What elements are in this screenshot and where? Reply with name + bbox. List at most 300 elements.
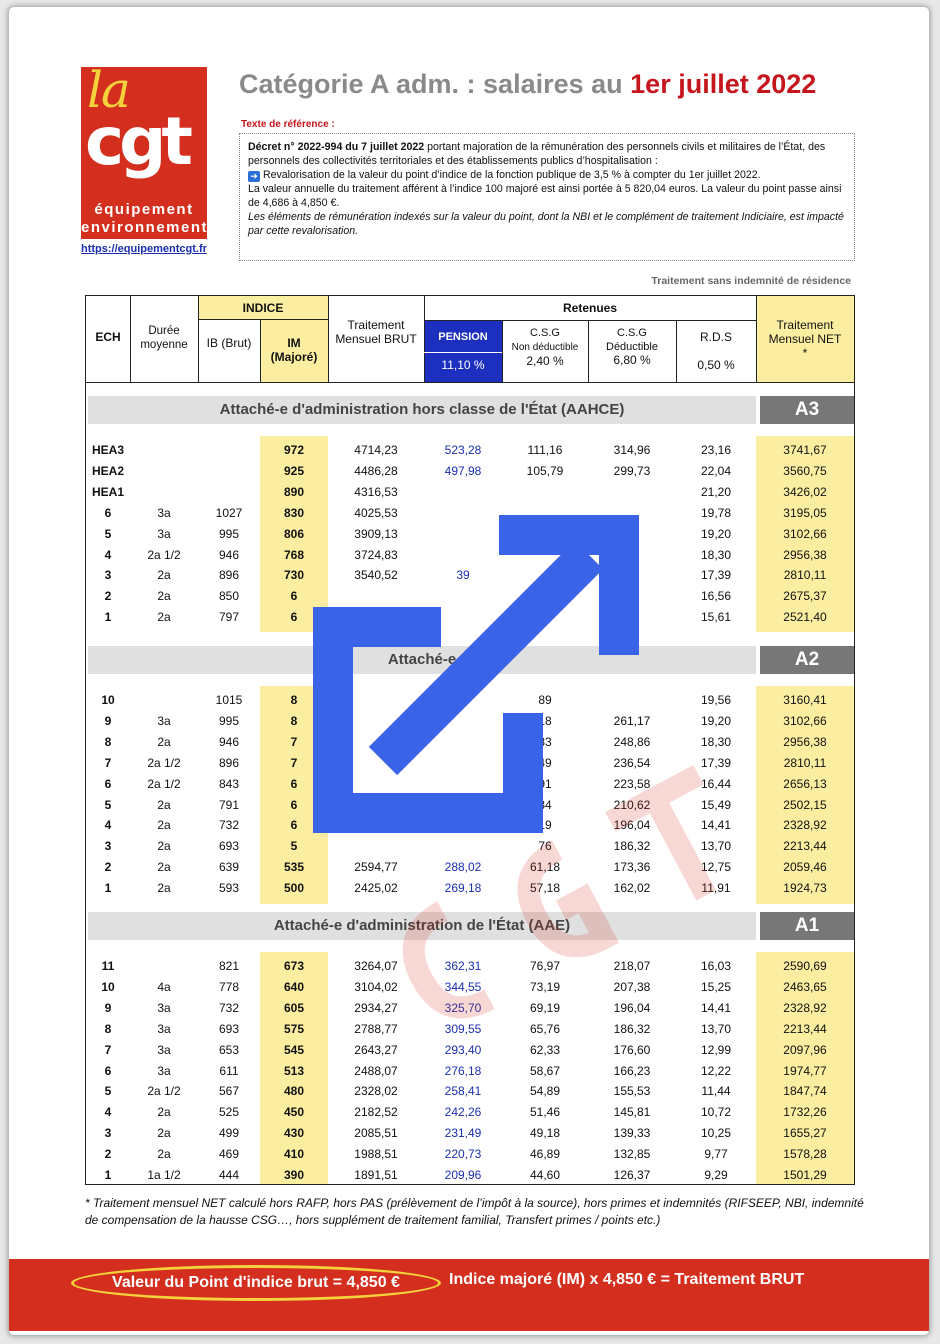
cell-rd: 13,70	[700, 1021, 732, 1036]
cell-dur: 3a	[157, 1000, 171, 1015]
cell-dur: 2a	[157, 568, 171, 583]
cell-net: 2213,44	[783, 839, 827, 854]
cell-ib: 499	[218, 1126, 240, 1141]
cell-ech: 6	[104, 1063, 112, 1078]
cell-br: 4714,23	[354, 443, 398, 457]
cell-rd: 12,75	[700, 860, 732, 875]
table-row	[86, 753, 854, 774]
table-row	[86, 482, 854, 503]
cell-ib: 896	[218, 755, 240, 770]
cell-pe: 231,49	[444, 1126, 482, 1141]
cell-im: 513	[283, 1063, 305, 1078]
cell-cd: 162,02	[613, 881, 651, 896]
cell-cd: 236,54	[613, 755, 651, 770]
cell-ib: 693	[218, 839, 240, 854]
arrow-right-icon: ➜	[248, 171, 260, 182]
table-row	[86, 732, 854, 753]
cell-ib: 593	[218, 881, 240, 896]
table-row	[86, 461, 854, 482]
table-row	[86, 503, 854, 524]
cell-net: 2463,65	[783, 979, 827, 994]
cell-im: 575	[283, 1021, 305, 1036]
header-rds: R.D.S	[699, 330, 732, 344]
header-retenues: Retenues	[562, 301, 618, 315]
point-value-label: Valeur du Point d'indice brut = 4,850 €	[112, 1274, 400, 1291]
cell-rd: 17,39	[700, 755, 732, 770]
cell-dur: 3a	[157, 526, 171, 541]
table-row	[86, 1081, 854, 1102]
cell-cn: 105,79	[526, 463, 564, 478]
cell-cn: 19	[538, 818, 552, 833]
cell-cn: 49	[538, 755, 552, 770]
table-row	[86, 1040, 854, 1061]
cell-br: 2182,52	[354, 1105, 398, 1120]
cell-ech: 7	[104, 755, 112, 770]
table-row	[86, 1061, 854, 1082]
cell-cd: 223,58	[613, 776, 651, 791]
cell-cd: 173,36	[613, 860, 651, 875]
header-im: IM (Majoré)	[270, 336, 318, 364]
header-indice: INDICE	[242, 301, 284, 315]
cell-br: 2934,27	[354, 1000, 398, 1015]
cell-rd: 14,41	[700, 1000, 732, 1015]
header-pension-rate: 11,10 %	[441, 358, 485, 372]
cell-rd: 14,41	[700, 818, 732, 833]
cell-im: 6	[290, 797, 298, 812]
cell-ib: 1027	[215, 505, 243, 520]
cell-cd: 196,04	[613, 818, 651, 833]
cell-cd: 207,38	[613, 979, 651, 994]
cell-net: 3560,75	[783, 463, 827, 478]
cell-net: 2328,92	[783, 1000, 827, 1015]
cell-net: 3426,02	[783, 484, 827, 499]
cell-rd: 19,78	[700, 505, 732, 520]
section-badge: A2	[760, 646, 854, 674]
cell-dur: 3a	[157, 1042, 171, 1057]
table-row	[86, 795, 854, 816]
cell-net: 2521,40	[783, 610, 827, 625]
cgt-logo	[81, 61, 209, 239]
cell-net: 1655,27	[783, 1126, 827, 1141]
cell-dur: 2a	[157, 610, 171, 625]
cell-ech: 4	[104, 547, 112, 562]
cell-im: 410	[283, 1147, 305, 1162]
cell-im: 925	[283, 463, 305, 478]
cell-net: 1924,73	[783, 881, 827, 896]
table-row	[86, 1123, 854, 1144]
cell-net: 1578,28	[783, 1147, 827, 1162]
cell-im: 6	[290, 589, 298, 604]
cell-rd: 22,04	[700, 463, 732, 478]
cell-im: 5	[290, 839, 298, 854]
cell-ib: 567	[218, 1084, 240, 1099]
table-row	[86, 1165, 854, 1186]
cell-net: 3160,41	[783, 693, 827, 707]
point-value-text: La valeur annuelle du traitement afférent à l’indice 100 majoré est ainsi portée à 5 820,04 euros. La valeur du point passe ainsi de 4,686 à 4,850 €.	[248, 183, 842, 209]
cell-rd: 23,16	[700, 443, 732, 457]
cell-br: 3264,07	[354, 959, 398, 973]
cell-dur: 2a	[157, 839, 171, 854]
cell-cd: 176,60	[613, 1042, 651, 1057]
table-row	[86, 977, 854, 998]
cell-dur: 2a 1/2	[147, 547, 181, 562]
table-row	[86, 545, 854, 566]
header-csg-nd-sub: Non déductible	[511, 342, 579, 353]
header-csg-nd: C.S.G	[530, 327, 560, 339]
table-row	[86, 690, 854, 711]
cell-pe: 362,31	[444, 959, 482, 973]
cell-br: 2425,02	[354, 881, 398, 896]
cell-br: 1988,51	[354, 1147, 398, 1162]
cell-rd: 15,49	[700, 797, 732, 812]
cell-dur: 4a	[157, 979, 171, 994]
table-row	[86, 857, 854, 878]
table-row	[86, 440, 854, 461]
cell-rd: 18,30	[700, 734, 732, 749]
cell-pe: 288,02	[444, 860, 482, 875]
cell-ech: 2	[104, 589, 112, 604]
cell-cd: 145,81	[613, 1105, 651, 1120]
cell-ech: 5	[104, 526, 112, 541]
page-title	[239, 69, 816, 100]
table-row	[86, 815, 854, 836]
cell-br: 4316,53	[354, 484, 398, 499]
table-row	[86, 586, 854, 607]
cell-rd: 10,72	[700, 1105, 732, 1120]
cell-net: 2213,44	[783, 1021, 827, 1036]
cell-cn: 51,46	[529, 1105, 561, 1120]
cell-net: 2502,15	[783, 797, 827, 812]
cell-cd: 186,32	[613, 1021, 651, 1036]
cell-dur: 2a	[157, 818, 171, 833]
cell-ib: 995	[218, 713, 240, 728]
cell-ech: 1	[104, 610, 112, 625]
cell-im: 806	[283, 526, 305, 541]
section-title: Attaché-e d'administration hors classe de l'État (AAHCE)	[88, 396, 756, 424]
cell-cd: 299,73	[613, 463, 651, 478]
cell-cn: 91	[538, 776, 552, 791]
table-row	[86, 878, 854, 899]
cell-im: 730	[283, 568, 305, 583]
cell-cn: 83	[538, 734, 552, 749]
cell-net: 3102,66	[783, 526, 827, 541]
cell-ib: 611	[219, 1063, 239, 1078]
cell-cd: 196,04	[613, 1000, 651, 1015]
cell-im: 390	[283, 1168, 305, 1182]
cell-rd: 15,25	[700, 979, 732, 994]
logo-line-equipement: équipement	[94, 201, 194, 218]
table-row	[86, 565, 854, 586]
cell-cd: 248,86	[613, 734, 651, 749]
cell-pe: 344,55	[444, 979, 482, 994]
cell-net: 2590,69	[783, 959, 827, 973]
point-value-oval	[71, 1265, 441, 1301]
cell-im: 673	[283, 959, 305, 973]
cell-net: 2656,13	[783, 776, 827, 791]
cell-dur: 2a	[157, 589, 171, 604]
section-badge: A1	[760, 912, 854, 940]
header-ib: IB (Brut)	[206, 336, 252, 350]
cell-ech: 10	[101, 693, 115, 707]
cell-im: 830	[283, 505, 305, 520]
cell-cd: 139,33	[613, 1126, 651, 1141]
cell-br: 3104,02	[354, 979, 398, 994]
cell-cd: 155,53	[613, 1084, 651, 1099]
cell-ech: 8	[104, 734, 112, 749]
cell-net: 1847,74	[783, 1084, 827, 1099]
table-row	[86, 1102, 854, 1123]
cell-net: 3195,05	[783, 505, 827, 520]
cell-pe: 276,18	[444, 1063, 482, 1078]
cell-br: 2085,51	[354, 1126, 398, 1141]
cell-rd: 18,30	[700, 547, 732, 562]
cell-pe: 209,96	[444, 1168, 482, 1182]
formula-label: Indice majoré (IM) x 4,850 € = Traitement BRUT	[449, 1271, 805, 1288]
cell-cd: 210,62	[613, 797, 651, 812]
cell-ech: HEA1	[91, 484, 124, 499]
cell-im: 430	[283, 1126, 305, 1141]
cell-ech: 10	[101, 979, 115, 994]
cell-rd: 19,20	[700, 713, 732, 728]
cell-im: 480	[283, 1084, 305, 1099]
cell-pe: 258,41	[444, 1084, 482, 1099]
reference-box	[239, 133, 855, 261]
cell-cn: 65,76	[529, 1021, 561, 1036]
cell-br: 2328,02	[354, 1084, 398, 1099]
cell-pe: 293,40	[444, 1042, 482, 1057]
cell-cd: 166,23	[613, 1063, 651, 1078]
salary-table	[85, 295, 855, 1185]
cell-ech: 2	[104, 860, 112, 875]
cell-ech: 4	[104, 818, 112, 833]
logo-line-environnement: environnement	[81, 219, 209, 236]
cell-cn: 111,16	[527, 443, 563, 457]
cell-cn: 61,18	[529, 860, 561, 875]
cell-cn: 89	[538, 693, 552, 707]
cell-net: 2328,92	[783, 818, 827, 833]
table-row	[86, 956, 854, 977]
cell-pe: 220,73	[444, 1147, 482, 1162]
header-net: Traitement Mensuel NET *	[768, 318, 842, 360]
cell-ib: 946	[218, 547, 240, 562]
cell-ech: 6	[104, 505, 112, 520]
cell-net: 1974,77	[783, 1063, 827, 1078]
cell-ech: 9	[104, 713, 112, 728]
cell-ib: 653	[218, 1042, 240, 1057]
website-link[interactable]: https://equipementcgt.fr	[81, 243, 207, 255]
cell-ech: 3	[104, 1126, 112, 1141]
revalorisation-text: Revalorisation de la valeur du point d’indice de la fonction publique de 3,5 % à compter du 1er juillet 2022.	[262, 169, 761, 181]
cell-net: 2059,46	[783, 860, 827, 875]
header-brut: Traitement Mensuel BRUT	[335, 318, 417, 346]
cell-ib: 896	[218, 568, 240, 583]
cell-dur: 3a	[157, 1063, 171, 1078]
cell-rd: 12,22	[700, 1063, 732, 1078]
cell-rd: 19,56	[700, 693, 732, 707]
cell-dur: 3a	[157, 713, 171, 728]
table-row	[86, 1019, 854, 1040]
cell-net: 1732,26	[783, 1105, 827, 1120]
cell-rd: 10,25	[700, 1126, 732, 1141]
cell-cn: 18	[538, 713, 552, 728]
logo-cgt: cgt	[85, 103, 188, 180]
decree-text: portant majoration de la rémunération des personnels civils et militaires de l’État, des personnels des collectivités territoriales et des établissements publics d’hospitalisation :	[248, 141, 826, 167]
title-main: Catégorie A adm. : salaires au	[239, 69, 631, 99]
cell-ech: 3	[104, 839, 112, 854]
section-title: Attaché-e	[88, 646, 756, 674]
cell-cn: 44,60	[529, 1168, 561, 1182]
header-rds-rate: 0,50 %	[697, 358, 735, 372]
cell-im: 6	[290, 818, 298, 833]
cell-ib: 639	[218, 860, 240, 875]
cell-rd: 9,29	[704, 1168, 728, 1182]
cell-rd: 11,91	[701, 881, 731, 896]
cell-ib: 791	[218, 797, 240, 812]
cell-cd: 126,37	[613, 1168, 651, 1182]
cell-im: 450	[283, 1105, 305, 1120]
cell-ib: 850	[218, 589, 240, 604]
cell-cd: 261,17	[613, 713, 651, 728]
table-note: Traitement sans indemnité de résidence	[651, 275, 851, 287]
cell-im: 6	[290, 776, 298, 791]
cell-dur: 2a	[157, 797, 171, 812]
footnote: * Traitement mensuel NET calculé hors RAFP, hors PAS (prélèvement de l’impôt à la source), hors primes et indemnités (RIFSEEP, NBI, indemnité de compensation de la hausse CSG…, hors supplément de traitement familial, Transfert primes / points etc.)	[85, 1196, 864, 1227]
cell-pe: 39	[456, 568, 470, 583]
reference-label: Texte de référence :	[241, 119, 335, 130]
cell-dur: 2a	[157, 734, 171, 749]
cell-ech: 7	[104, 1042, 112, 1057]
cell-ib: 821	[218, 959, 240, 973]
cell-ech: 5	[104, 1084, 112, 1099]
cell-cn: 76	[538, 839, 552, 854]
cell-im: 7	[290, 755, 298, 770]
cell-im: 8	[290, 693, 298, 707]
table-row	[86, 998, 854, 1019]
table-row	[86, 711, 854, 732]
cell-im: 6	[290, 610, 298, 625]
cell-ib: 843	[218, 776, 240, 791]
cell-im: 972	[283, 443, 305, 457]
cell-dur: 2a 1/2	[147, 755, 181, 770]
cell-br: 3540,52	[354, 568, 398, 583]
cell-ech: HEA2	[91, 463, 124, 478]
cell-net: 2675,37	[783, 589, 827, 604]
cell-net: 2097,96	[783, 1042, 827, 1057]
cell-cn: 62,33	[529, 1042, 561, 1057]
cell-net: 2810,11	[783, 755, 827, 770]
cell-cn: 49,18	[529, 1126, 561, 1141]
cell-ech: 2	[104, 1147, 112, 1162]
cell-cn: 46,89	[529, 1147, 561, 1162]
cell-dur: 3a	[157, 505, 171, 520]
cell-pe: 242,26	[444, 1105, 482, 1120]
header-csg-nd-rate: 2,40 %	[526, 354, 564, 368]
cell-ech: 1	[104, 1168, 112, 1182]
cell-pe: 309,55	[444, 1021, 482, 1036]
cell-ib: 693	[218, 1021, 240, 1036]
cell-ib: 732	[218, 1000, 240, 1015]
cell-ib: 732	[218, 818, 240, 833]
cell-dur: 2a 1/2	[147, 776, 181, 791]
cell-net: 2956,38	[783, 547, 827, 562]
cell-rd: 11,44	[701, 1084, 731, 1099]
cell-ech: 4	[104, 1105, 112, 1120]
cell-net: 2956,38	[783, 734, 827, 749]
cell-pe: 325,70	[444, 1000, 482, 1015]
table-row	[86, 1144, 854, 1165]
cell-cd: 314,96	[613, 443, 651, 457]
cell-ib: 995	[218, 526, 240, 541]
cell-rd: 16,44	[700, 776, 732, 791]
cell-im: 768	[283, 547, 305, 562]
cell-br: 4025,53	[354, 505, 398, 520]
table-row	[86, 607, 854, 628]
cell-pe: 497,98	[444, 463, 482, 478]
header-csg-d-sub: Déductible	[606, 341, 658, 353]
document-page	[8, 6, 930, 1336]
cell-dur: 1a 1/2	[147, 1168, 181, 1182]
cell-net: 3102,66	[783, 713, 827, 728]
cell-br: 2594,77	[354, 860, 398, 875]
cell-ib: 778	[218, 979, 240, 994]
cell-net: 2810,11	[783, 568, 827, 583]
cell-cn: 58,67	[529, 1063, 561, 1078]
cell-cn: 73,19	[529, 979, 561, 994]
cell-ech: 5	[104, 797, 112, 812]
logo-la: la	[87, 61, 129, 119]
cell-ib: 1015	[215, 693, 243, 707]
header-duree: Durée moyenne	[140, 325, 188, 351]
cell-net: 3741,67	[783, 443, 827, 457]
header-pension: PENSION	[438, 331, 488, 343]
title-date: 1er juillet 2022	[630, 69, 817, 99]
cell-rd: 16,56	[700, 589, 732, 604]
table-row	[86, 836, 854, 857]
header-ech: ECH	[95, 330, 121, 344]
cell-im: 545	[283, 1042, 305, 1057]
cell-ech: 11	[101, 959, 115, 973]
table-row	[86, 524, 854, 545]
cell-rd: 15,61	[700, 610, 732, 625]
cell-im: 890	[283, 484, 305, 499]
cell-rd: 9,77	[704, 1147, 728, 1162]
cell-im: 500	[283, 881, 305, 896]
table-row	[86, 774, 854, 795]
cell-rd: 16,03	[700, 959, 732, 973]
cell-ib: 797	[218, 610, 240, 625]
cell-ech: 6	[104, 776, 112, 791]
cell-br: 1891,51	[354, 1168, 398, 1182]
cell-im: 7	[290, 734, 298, 749]
cell-im: 640	[283, 979, 305, 994]
cell-ib: 525	[218, 1105, 240, 1120]
cell-im: 535	[283, 860, 305, 875]
cell-ech: HEA3	[91, 443, 124, 457]
indexed-elements-text: Les éléments de rémunération indexés sur la valeur du point, dont la NBI et le complément de traitement Indiciaire, est impacté par cette revalorisation.	[248, 211, 844, 237]
cell-br: 3909,13	[354, 526, 398, 541]
cell-cd: 186,32	[613, 839, 651, 854]
cell-rd: 19,20	[700, 526, 732, 541]
cell-pe: 523,28	[444, 443, 482, 457]
cell-dur: 2a	[157, 860, 171, 875]
cell-ib: 469	[218, 1147, 240, 1162]
cell-ech: 8	[104, 1021, 112, 1036]
cell-ech: 9	[104, 1000, 112, 1015]
cell-cd: 132,85	[613, 1147, 651, 1162]
cell-im: 605	[283, 1000, 305, 1015]
cell-dur: 2a	[157, 1105, 171, 1120]
cell-cn: 69,19	[529, 1000, 561, 1015]
